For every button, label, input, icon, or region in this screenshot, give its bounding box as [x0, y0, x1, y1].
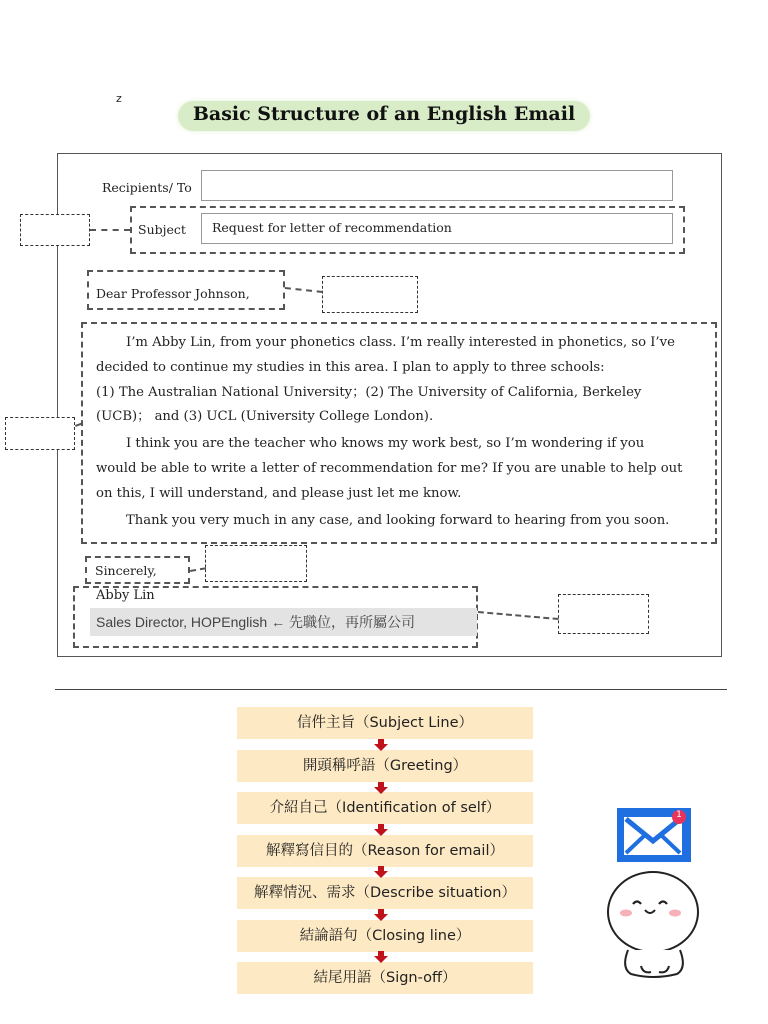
body-line: I’m Abby Lin, from your phonetics class. I’m really interested in phonetics, so I’ve: [126, 335, 675, 350]
blank-label-body: [5, 417, 75, 450]
divider: [55, 689, 727, 690]
body-line: decided to continue my studies in this area. I plan to apply to three schools:: [96, 359, 605, 375]
body-line: I think you are the teacher who knows my work best, so I’m wondering if you: [126, 436, 645, 452]
down-arrow-icon: [374, 951, 388, 963]
page-title: Basic Structure of an English Email: [192, 103, 576, 125]
greeting-text: Dear Professor Johnson,: [96, 286, 250, 301]
signature-name: Abby Lin: [96, 588, 155, 603]
connector-subject: [90, 229, 130, 231]
blank-label-greeting: [322, 276, 418, 313]
mail-badge-count: 1: [676, 810, 682, 820]
body-line: (UCB)； and (3) UCL (University College London).: [96, 409, 434, 425]
stray-character: z: [116, 92, 122, 105]
blank-label-signoff: [205, 545, 307, 582]
subject-label: Subject: [138, 222, 186, 237]
body-line: would be able to write a letter of recommendation for me? If you are unable to help out: [96, 460, 683, 476]
down-arrow-icon: [374, 739, 388, 751]
recipients-label: Recipients/ To: [102, 180, 192, 195]
blank-label-signature: [558, 594, 649, 634]
step-subject-line: 信件主旨（Subject Line）: [237, 707, 533, 739]
subject-field: Request for letter of recommendation: [201, 213, 673, 244]
blank-label-subject: [20, 214, 90, 246]
body-line: Thank you very much in any case, and looking forward to hearing from you soon.: [126, 512, 670, 528]
down-arrow-icon: [374, 824, 388, 836]
step-identification: 介紹自己（Identification of self）: [237, 792, 533, 824]
body-line: on this, I will understand, and please just let me know.: [96, 485, 462, 501]
cartoon-mascot: [603, 868, 707, 980]
step-greeting: 開頭稱呼語（Greeting）: [237, 750, 533, 782]
down-arrow-icon: [374, 909, 388, 921]
step-signoff: 結尾用語（Sign-off）: [237, 962, 533, 994]
signature-title: Sales Director, HOPEnglish ← 先職位，再所屬公司: [90, 608, 477, 636]
down-arrow-icon: [374, 782, 388, 794]
body-line: (1) The Australian National University；(2) The University of California, Berkeley: [96, 384, 642, 400]
step-situation: 解釋情況、需求（Describe situation）: [237, 877, 533, 909]
step-closing: 結論語句（Closing line）: [237, 920, 533, 952]
down-arrow-icon: [374, 866, 388, 878]
recipients-field: [201, 170, 673, 201]
signoff-text: Sincerely,: [95, 563, 157, 578]
step-reason: 解釋寫信目的（Reason for email）: [237, 835, 533, 867]
email-body: [96, 331, 706, 533]
